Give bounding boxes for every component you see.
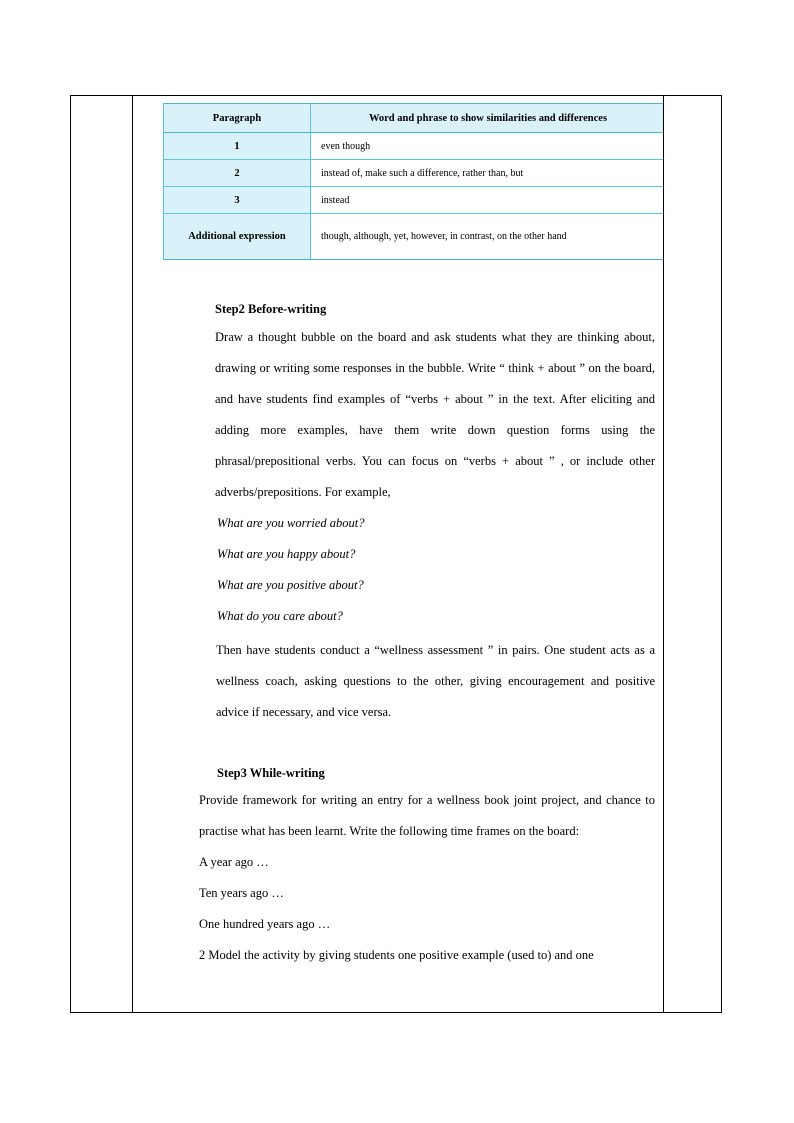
table-header-paragraph: Paragraph [164, 104, 311, 133]
time-frame-line: One hundred years ago … [199, 917, 331, 931]
table-cell-words-value: instead [311, 187, 665, 214]
step3-paragraph-1: Provide framework for writing an entry for a wellness book joint project, and chance to practise what has been learnt. Write the following time frames on the board: [199, 793, 655, 838]
example-question-line: What do you care about? [217, 609, 343, 623]
linking-words-table [163, 103, 664, 260]
content-column [133, 96, 664, 1012]
table-row [164, 187, 665, 214]
table-row [164, 214, 665, 260]
right-gutter-column [664, 96, 721, 1012]
table-cell-paragraph-label: 1 [164, 133, 311, 160]
table-row [164, 133, 665, 160]
table-row [164, 160, 665, 187]
table-cell-paragraph-label: 2 [164, 160, 311, 187]
step2-heading: Step2 Before-writing [215, 302, 327, 316]
table-cell-words-value: even though [311, 133, 665, 160]
left-gutter-column [71, 96, 133, 1012]
example-question-line: What are you worried about? [217, 516, 365, 530]
table-cell-paragraph-label: Additional expression [164, 214, 311, 260]
table-header-words: Word and phrase to show similarities and differences [311, 104, 665, 133]
linking-words-table-wrapper [163, 103, 663, 260]
step3-heading: Step3 While-writing [217, 766, 325, 780]
time-frame-line: A year ago … [199, 855, 269, 869]
table-cell-words-value: instead of, make such a difference, rather than, but [311, 160, 665, 187]
step2-paragraph-2: Then have students conduct a “wellness assessment ” in pairs. One student acts as a wellness coach, asking questions to the other, giving encouragement and positive advice if necessary, and vice versa. [216, 643, 655, 719]
table-cell-paragraph-label: 3 [164, 187, 311, 214]
section-spacer [133, 728, 663, 738]
example-question-line: What are you happy about? [217, 547, 356, 561]
page-layout-frame [70, 95, 722, 1013]
example-question-line: What are you positive about? [217, 578, 364, 592]
table-cell-words-value: though, although, yet, however, in contrast, on the other hand [311, 214, 665, 260]
document-body [133, 302, 663, 971]
time-frame-line: Ten years ago … [199, 886, 284, 900]
step2-paragraph-1: Draw a thought bubble on the board and ask students what they are thinking about, drawing or writing some responses in the bubble. Write “ think + about ” on the board, and have students find examples of “verbs + about ” in the text. After eliciting and adding more examples, have them write down question forms using the phrasal/prepositional verbs. You can focus on “verbs + about ” , or include other adverbs/prepositions. For example, [215, 330, 655, 499]
step3-model-line: 2 Model the activity by giving students one positive example (used to) and one [199, 948, 594, 962]
table-header-row [164, 104, 665, 133]
